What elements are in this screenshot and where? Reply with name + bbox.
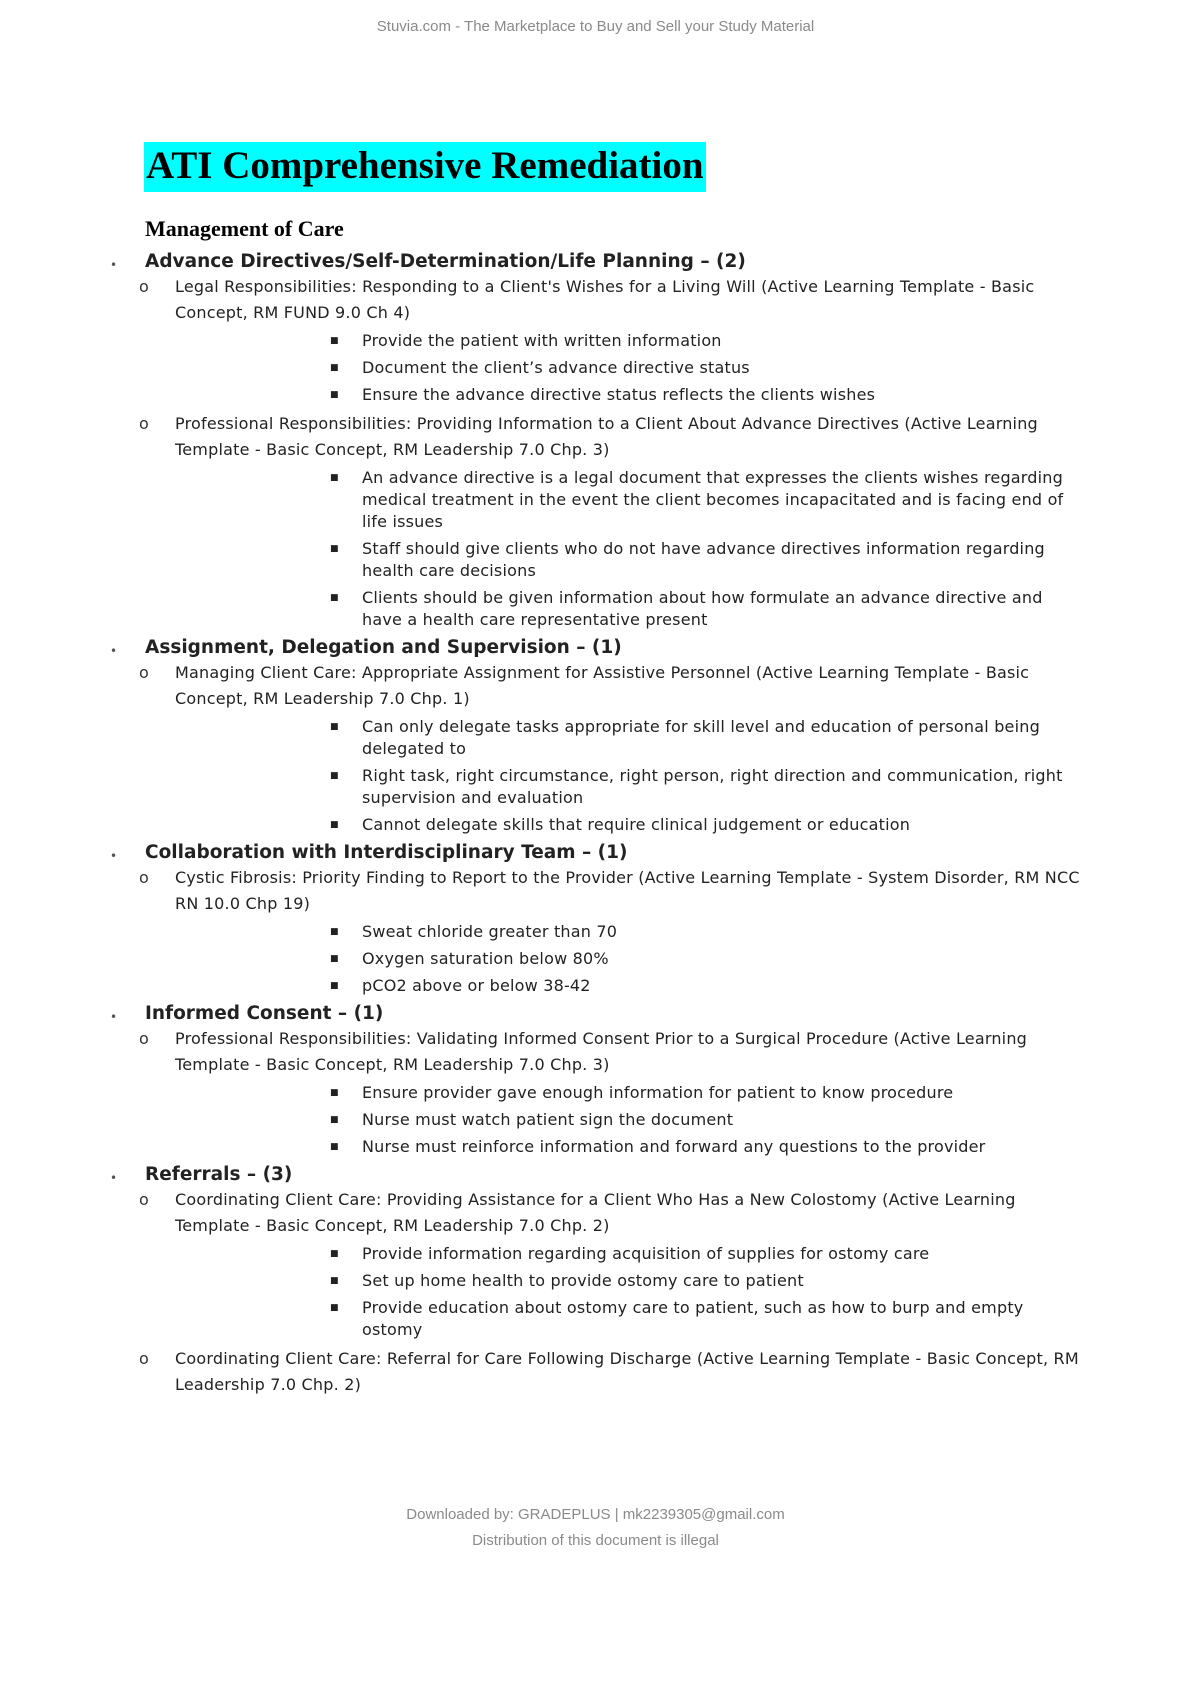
subtopic [0, 1187, 1191, 1239]
title-container [144, 142, 706, 192]
subtopic-text: Professional Responsibilities: Validating Informed Consent Prior to a Surgical Procedure (Active Learning Template - Basic Concept, RM Leadership 7.0 Chp. 3) [175, 1029, 1028, 1074]
list-item-text: Ensure the advance directive status reflects the clients wishes [362, 385, 876, 404]
topic-heading-text: Referrals – (3) [145, 1164, 293, 1185]
list-item [0, 814, 1191, 836]
detail-list [0, 716, 1191, 836]
square-bullet-icon: ■ [330, 981, 339, 991]
square-bullet-icon: ■ [330, 1276, 339, 1286]
list-item-text: Clients should be given information about how formulate an advance directive and have a health care representative present [362, 588, 1043, 629]
document-title: ATI Comprehensive Remediation [144, 142, 706, 192]
list-item-text: Nurse must watch patient sign the document [362, 1110, 734, 1129]
square-bullet-icon: ■ [330, 363, 339, 373]
circle-bullet-icon: o [139, 277, 149, 296]
list-item [0, 384, 1191, 406]
topic-heading-text: Advance Directives/Self-Determination/Life Planning – (2) [145, 251, 746, 272]
circle-bullet-icon: o [139, 1190, 149, 1209]
subtopic [0, 274, 1191, 326]
list-item-text: Document the client’s advance directive status [362, 358, 750, 377]
detail-list [0, 1082, 1191, 1158]
subtopic-text: Legal Responsibilities: Responding to a Client's Wishes for a Living Will (Active Learning Template - Basic Concept, RM FUND 9.0 Ch 4) [175, 277, 1035, 322]
distribution-notice: Distribution of this document is illegal [472, 1532, 719, 1549]
subtopic-text: Coordinating Client Care: Referral for Care Following Discharge (Active Learning Template - Basic Concept, RM Leadership 7.0 Chp. 2) [175, 1349, 1079, 1394]
detail-list [0, 467, 1191, 631]
topic-bullet-icon: • [110, 258, 118, 272]
list-item-text: Cannot delegate skills that require clinical judgement or education [362, 815, 911, 834]
topic-bullet-icon: • [110, 1171, 118, 1185]
square-bullet-icon: ■ [330, 820, 339, 830]
circle-bullet-icon: o [139, 868, 149, 887]
list-item [0, 357, 1191, 379]
square-bullet-icon: ■ [330, 722, 339, 732]
list-item-text: Ensure provider gave enough information for patient to know procedure [362, 1083, 954, 1102]
subtopic [0, 1026, 1191, 1078]
subtopic-text: Professional Responsibilities: Providing Information to a Client About Advance Directives (Active Learning Template - Basic Concept, RM Leadership 7.0 Chp. 3) [175, 414, 1038, 459]
square-bullet-icon: ■ [330, 390, 339, 400]
detail-list [0, 330, 1191, 406]
list-item [0, 975, 1191, 997]
list-item-text: Right task, right circumstance, right person, right direction and communication, right supervision and evaluation [362, 766, 1063, 807]
list-item-text: An advance directive is a legal document that expresses the clients wishes regarding medical treatment in the event the client becomes incapacitated and is facing end of life issues [362, 468, 1064, 531]
list-item-text: Oxygen saturation below 80% [362, 949, 609, 968]
square-bullet-icon: ■ [330, 927, 339, 937]
list-item-text: Sweat chloride greater than 70 [362, 922, 618, 941]
list-item-text: Provide information regarding acquisition of supplies for ostomy care [362, 1244, 930, 1263]
circle-bullet-icon: o [139, 1349, 149, 1368]
square-bullet-icon: ■ [330, 544, 339, 554]
list-item [0, 1082, 1191, 1104]
topic-bullet-icon: • [110, 1010, 118, 1024]
list-item-text: Can only delegate tasks appropriate for skill level and education of personal being delegated to [362, 717, 1040, 758]
subtopic [0, 411, 1191, 463]
list-item-text: Nurse must reinforce information and forward any questions to the provider [362, 1137, 986, 1156]
square-bullet-icon: ■ [330, 954, 339, 964]
topic-heading-text: Informed Consent – (1) [145, 1003, 384, 1024]
circle-bullet-icon: o [139, 663, 149, 682]
section-heading: Management of Care [145, 216, 344, 241]
list-item [0, 538, 1191, 582]
square-bullet-icon: ■ [330, 1303, 339, 1313]
list-item-text: Provide education about ostomy care to patient, such as how to burp and empty ostomy [362, 1298, 1024, 1339]
list-item-text: Staff should give clients who do not have advance directives information regarding health care decisions [362, 539, 1045, 580]
subtopic-text: Coordinating Client Care: Providing Assistance for a Client Who Has a New Colostomy (Active Learning Template - Basic Concept, RM Leadership 7.0 Chp. 2) [175, 1190, 1016, 1235]
topic-heading-text: Collaboration with Interdisciplinary Team – (1) [145, 842, 628, 863]
square-bullet-icon: ■ [330, 771, 339, 781]
topic-bullet-icon: • [110, 644, 118, 658]
topic-heading [0, 841, 1191, 865]
stuvia-banner: Stuvia.com - The Marketplace to Buy and Sell your Study Material [376, 18, 815, 35]
download-info: Downloaded by: GRADEPLUS | mk2239305@gmail.com [406, 1506, 785, 1523]
detail-list [0, 1243, 1191, 1341]
subtopic [0, 1346, 1191, 1398]
square-bullet-icon: ■ [330, 1249, 339, 1259]
list-item [0, 1297, 1191, 1341]
square-bullet-icon: ■ [330, 593, 339, 603]
subtopic [0, 660, 1191, 712]
square-bullet-icon: ■ [330, 336, 339, 346]
list-item-text: Set up home health to provide ostomy care to patient [362, 1271, 804, 1290]
remediation-outline [0, 250, 1191, 1398]
list-item [0, 716, 1191, 760]
list-item [0, 1270, 1191, 1292]
subtopic [0, 865, 1191, 917]
square-bullet-icon: ■ [330, 1088, 339, 1098]
list-item [0, 948, 1191, 970]
square-bullet-icon: ■ [330, 1142, 339, 1152]
list-item-text: pCO2 above or below 38-42 [362, 976, 591, 995]
list-item [0, 330, 1191, 352]
subtopic-text: Managing Client Care: Appropriate Assignment for Assistive Personnel (Active Learning Template - Basic Concept, RM Leadership 7.0 Chp. 1) [175, 663, 1030, 708]
list-item [0, 1109, 1191, 1131]
square-bullet-icon: ■ [330, 473, 339, 483]
subtopic-text: Cystic Fibrosis: Priority Finding to Report to the Provider (Active Learning Template - System Disorder, RM NCC RN 10.0 Chp 19) [175, 868, 1080, 913]
topic-heading [0, 1163, 1191, 1187]
circle-bullet-icon: o [139, 1029, 149, 1048]
list-item [0, 765, 1191, 809]
list-item [0, 467, 1191, 533]
list-item [0, 921, 1191, 943]
topic-heading [0, 1002, 1191, 1026]
list-item [0, 1136, 1191, 1158]
list-item [0, 587, 1191, 631]
topic-bullet-icon: • [110, 849, 118, 863]
topic-heading [0, 250, 1191, 274]
square-bullet-icon: ■ [330, 1115, 339, 1125]
topic-heading-text: Assignment, Delegation and Supervision – (1) [145, 637, 622, 658]
detail-list [0, 921, 1191, 997]
topic-heading [0, 636, 1191, 660]
list-item-text: Provide the patient with written information [362, 331, 722, 350]
list-item [0, 1243, 1191, 1265]
circle-bullet-icon: o [139, 414, 149, 433]
